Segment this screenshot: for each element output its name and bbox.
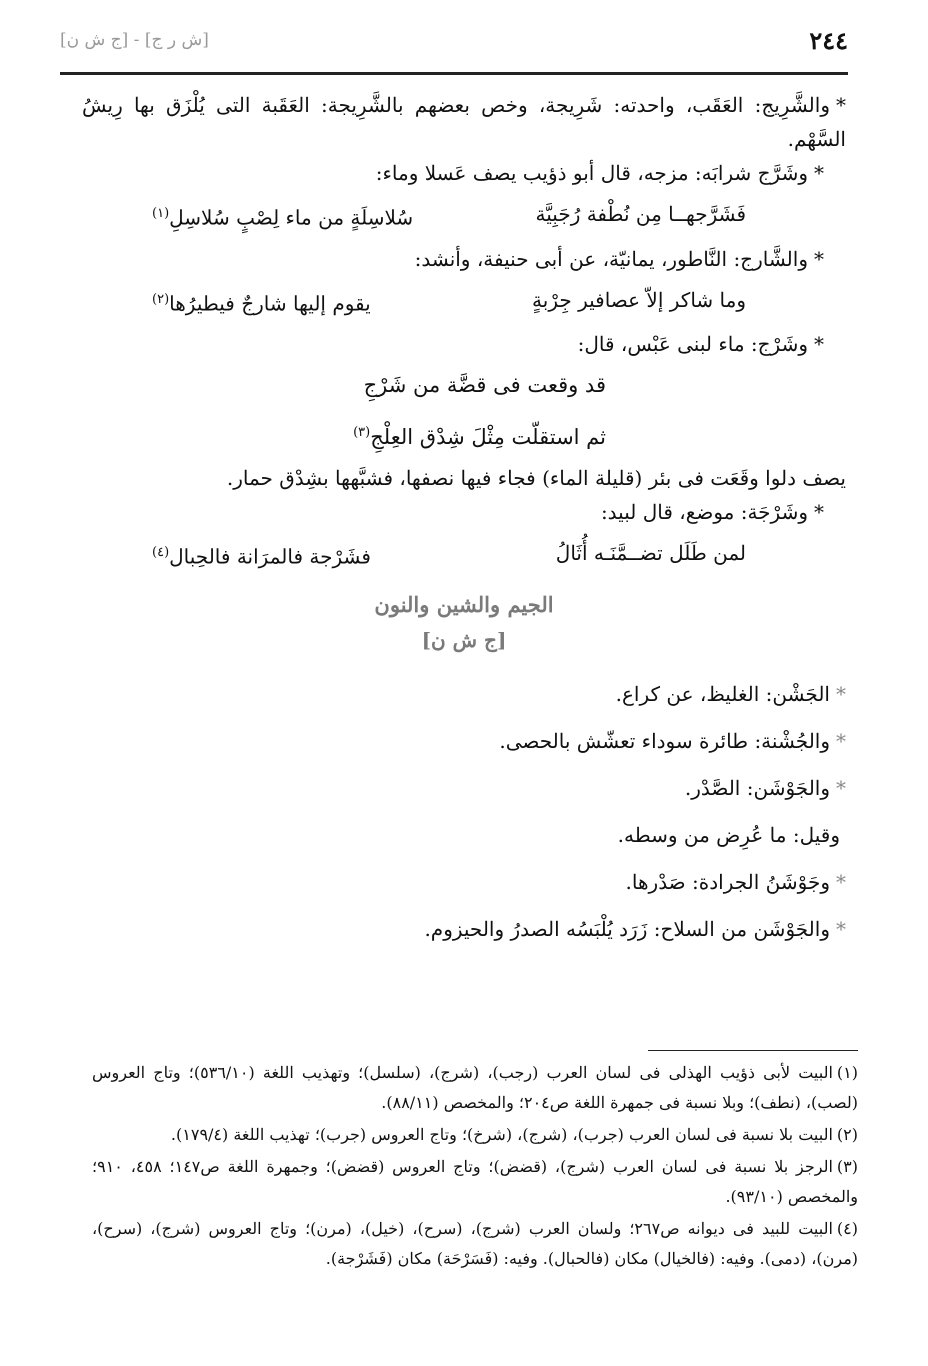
entry-star: * xyxy=(836,93,846,117)
footnote-1 xyxy=(92,1058,858,1118)
entry-star: * xyxy=(836,775,846,800)
footnote-marker: (٤) xyxy=(152,545,170,561)
verse-3 xyxy=(82,529,846,581)
rajaz-verse xyxy=(82,361,606,461)
entry-jawshan-alt xyxy=(82,812,846,859)
verse-first-hemistich: وما شاكر إلاّ عصافير جِرْبةٍ xyxy=(532,287,746,312)
verse-second-hemistich xyxy=(152,529,371,581)
running-title: [ش ر ج] - [ج ش ن] xyxy=(60,30,209,50)
entry-sharraj xyxy=(82,156,846,190)
entry-sharij-natur xyxy=(82,242,846,276)
entry-star: * xyxy=(836,916,846,941)
footnote-2 xyxy=(92,1120,858,1150)
entry-text: والجُشْنة: طائرة سوداء تعشّش بالحصى. xyxy=(499,728,830,753)
footnote-number: (٢) xyxy=(836,1125,858,1144)
root-heading: [ج ش ن] xyxy=(421,627,507,652)
entry-jawshan-armor xyxy=(82,906,846,953)
entry-star: * xyxy=(814,161,824,185)
entry-jushna xyxy=(82,718,846,765)
entry-text: وشَرْج: ماء لبنى عَبْس، قال: xyxy=(577,332,808,357)
footnote-number: (٤) xyxy=(836,1219,858,1238)
footnote-4 xyxy=(92,1214,858,1274)
rajaz-line-text: ثم استقلّت مِثْلَ شِدْق العِلْجِ xyxy=(370,425,606,450)
entry-text: والجَوْشَن من السلاح: زَرَد يُلْبَسُه الصدرُ والحيزوم. xyxy=(424,916,830,941)
footnote-3 xyxy=(92,1152,858,1212)
entry-text: وجَوْشَنُ الجرادة: صَدْرها. xyxy=(625,869,830,894)
rajaz-line: قد وقعت فى قضَّة من شَرْجِ xyxy=(363,373,606,398)
entry-text: وشَرَّج شرابَه: مزجه، قال أبو ذؤيب يصف عَسلا وماء: xyxy=(375,161,808,185)
footnote-text: البيت للبيد فى ديوانه ص٢٦٧؛ ولسان العرب (شرج)، (سرح)، (خيل)، (مرن)؛ وتاج العروس (شرج)، (سرح)، (مرن)، (دمى). وفيه: (فالخيال) مكان (فالحبال). وفيه: (فَسَرْحَة) مكان (فَشَرْجة). xyxy=(92,1219,858,1268)
rajaz-line xyxy=(82,409,606,461)
footnote-rule xyxy=(648,1050,858,1051)
entry-jashn xyxy=(82,671,846,718)
entry-jawshan xyxy=(82,765,846,812)
footnote-text: الرجز بلا نسبة فى لسان العرب (شرج)، (قضض)؛ وتاج العروس (قضض)؛ وجمهرة اللغة ص١٤٧؛ ٤٥٨، ٩١٠؛ والمخصص (٩٣/١٠). xyxy=(92,1157,858,1206)
verse-first-hemistich: لمن طَلَل تضــمَّنَـه أُثَالُ xyxy=(555,541,746,566)
footnote-marker: (١) xyxy=(152,206,170,221)
entry-text: وشَرْجَة: موضع، قال لبيد: xyxy=(600,500,808,525)
entry-star: * xyxy=(836,869,846,894)
entry-text: الجَشْن: الغليظ، عن كراع. xyxy=(615,681,830,706)
entry-text: والجَوْشَن: الصَّدْر. xyxy=(684,775,830,800)
verse-second-hemistich xyxy=(152,190,413,242)
entry-star: * xyxy=(836,728,846,753)
entry-star: * xyxy=(814,332,824,357)
entry-star: * xyxy=(814,500,824,525)
verse-second-hemistich xyxy=(152,276,371,328)
footnote-text: البيت لأبى ذؤيب الهذلى فى لسان العرب (رجب)، (شرج)، (سلسل)؛ وتهذيب اللغة (٥٣٦/١٠)؛ وتاج العروس (لصب)، (نطف)؛ وبلا نسبة فى جمهرة اللغة ص٢٠٤؛ والمخصص (٨٨/١١). xyxy=(92,1063,858,1112)
main-text xyxy=(82,88,846,953)
entry-jawshan-locust xyxy=(82,859,846,906)
footnote-number: (٣) xyxy=(836,1157,859,1176)
entry-star: * xyxy=(814,246,824,271)
entry-text: وقيل: ما عُرِض من وسطه. xyxy=(617,822,840,847)
page-header xyxy=(60,26,848,66)
footnote-marker: (٢) xyxy=(152,291,170,307)
explanation-text xyxy=(82,461,846,495)
entry-sharja xyxy=(82,495,846,529)
verse-first-hemistich: فَشَرَّجهــا مِن نُطْفة رُجَبِيَّة xyxy=(535,202,746,226)
entry-text: والشَّارج: النَّاطور، يمانيّة، عن أبى حنيفة، وأنشد: xyxy=(414,246,808,271)
footnote-marker: (٣) xyxy=(353,425,371,441)
footnote-number: (١) xyxy=(836,1063,858,1082)
entry-star: * xyxy=(836,681,846,706)
footnote-text: البيت بلا نسبة فى لسان العرب (جرب)، (شرج)، (شرخ)؛ وتاج العروس (جرب)؛ تهذيب اللغة (١٧٩/٤). xyxy=(170,1125,833,1144)
entry-text: يصف دلوا وقَعَت فى بئر (قليلة الماء) فجاء فيها نصفها، فشبَّهها بشِدْق حمار. xyxy=(226,466,846,491)
header-rule xyxy=(60,72,848,75)
entry-text: والشَّرِيج: العَقَب، واحدته: شَرِيجة، وخص بعضهم بالشَّرِيجة: العَقَبة التى يُلْزَق بها رِيشُ السَّهْم. xyxy=(82,93,846,151)
verse-1 xyxy=(82,190,846,242)
verse-text: يقوم إليها شارجٌ فيطيرُها xyxy=(169,291,371,316)
verse-text: سُلاسِلَةٍ من ماء لِصْبٍ سُلاسِلِ xyxy=(169,205,414,230)
entry-sharj xyxy=(82,327,846,361)
verse-text: فشَرْجة فالمرَانة فالحِبال xyxy=(169,544,371,569)
section-title: الجيم والشين والنون xyxy=(374,591,554,617)
footnotes xyxy=(92,1058,858,1276)
page-number: ٢٤٤ xyxy=(809,26,848,55)
entry-sharij xyxy=(82,88,846,156)
verse-2 xyxy=(82,276,846,328)
